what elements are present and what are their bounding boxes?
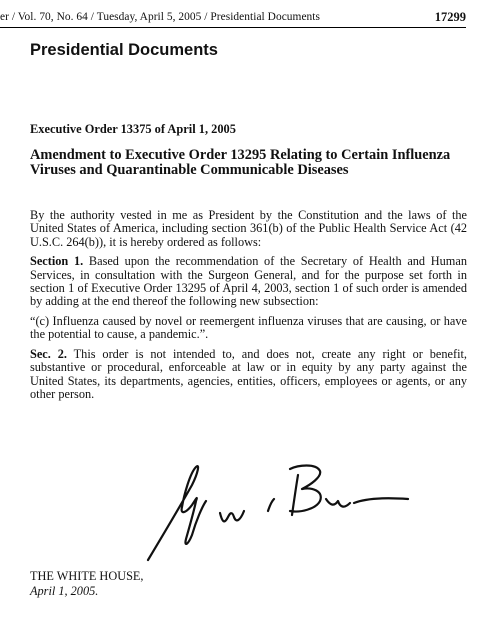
- closing-date: April 1, 2005.: [30, 584, 99, 598]
- order-designation: Executive Order 13375 of April 1, 2005: [30, 122, 236, 136]
- quoted-subsection: “(c) Influenza caused by novel or reemergent influenza viruses that are causing, or have the potential to cause, a pandemic.”.: [30, 314, 467, 342]
- section-2-text: This order is not intended to, and does not, create any right or benefit, substantive or procedural, enforceable at law or in equity by any party against the United States, its departments, agencies, entities, officers, employees or agents, or any other person.: [30, 347, 467, 402]
- presidential-signature: [140, 455, 420, 565]
- section-1-text: Based upon the recommendation of the Secretary of Health and Human Services, in consultation with the Surgeon General, and for the purpose set forth in section 1 of Executive Order 13295 of April 4, 2003, section 1 of such order is amended by adding at the end thereof the following new subsection:: [30, 254, 467, 309]
- page-number: 17299: [434, 10, 466, 24]
- section-1-paragraph: [30, 255, 467, 308]
- running-head-text: er / Vol. 70, No. 64 / Tuesday, April 5, 2005 / Presidential Documents: [0, 11, 321, 23]
- order-body: [30, 209, 467, 408]
- closing-block: [30, 569, 144, 599]
- order-title: Amendment to Executive Order 13295 Relating to Certain Influenza Viruses and Quarantinable Communicable Diseases: [30, 147, 451, 178]
- section-2-paragraph: [30, 348, 467, 401]
- section-2-label: Sec. 2.: [30, 347, 67, 362]
- section-title: Presidential Documents: [30, 41, 218, 59]
- section-1-label: Section 1.: [30, 254, 84, 269]
- preamble-paragraph: By the authority vested in me as President by the Constitution and the laws of the United States of America, including section 361(b) of the Public Health Service Act (42 U.S.C. 264(b)), it is hereby ordered as follows:: [30, 208, 467, 249]
- closing-place: THE WHITE HOUSE,: [30, 569, 144, 583]
- running-header: [0, 7, 466, 28]
